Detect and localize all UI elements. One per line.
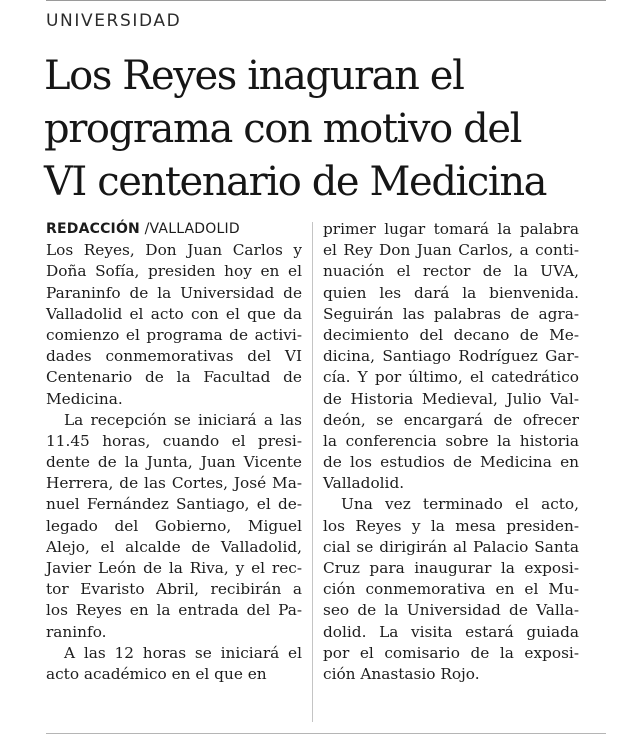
text-line: Una vez terminado el acto,	[341, 495, 579, 514]
text-line: los Reyes y la mesa presiden-	[323, 516, 579, 535]
text-line: acto académico en el que en	[46, 664, 267, 683]
text-line: nuel Fernández Santiago, el de-	[46, 495, 302, 514]
text-line: nuación el rector de la UVA,	[323, 262, 579, 281]
text-line: deón, se encargará de ofrecer	[323, 410, 579, 429]
text-line: Javier León de la Riva, y el rec-	[46, 559, 302, 577]
text-line: Alejo, el alcalde de Valladolid,	[46, 537, 302, 556]
text-line: legado del Gobierno, Miguel	[46, 516, 302, 535]
text-line: quien les dará la bienvenida.	[323, 283, 579, 302]
text-line: Los Reyes, Don Juan Carlos y	[46, 241, 302, 260]
text-line: dolid. La visita estará guiada	[323, 622, 579, 641]
headline	[44, 50, 614, 209]
text-line: comienzo el programa de activi-	[46, 325, 302, 344]
section-label: UNIVERSIDAD	[46, 11, 182, 31]
text-line: tor Evaristo Abril, recibirán a	[46, 580, 302, 599]
headline-line: VI centenario de Medicina	[44, 159, 547, 205]
headline-line: Los Reyes inaguran el	[44, 53, 464, 99]
bottom-rule	[46, 733, 606, 734]
text-line: cial se dirigirán al Palacio Santa	[323, 537, 579, 556]
text-line: primer lugar tomará la palabra	[323, 220, 579, 238]
headline-line: programa con motivo del	[44, 106, 521, 152]
text-line: cía. Y por último, el catedrático	[323, 368, 579, 387]
text-line: Herrera, de las Cortes, José Ma-	[46, 474, 302, 493]
top-rule	[46, 0, 606, 1]
byline-author: REDACCIÓN	[46, 221, 140, 237]
text-line: dades conmemorativas del VI	[46, 347, 302, 366]
text-line: el Rey Don Juan Carlos, a conti-	[323, 241, 579, 260]
article-column-right	[323, 219, 579, 685]
text-line: Cruz para inaugurar la exposi-	[323, 559, 579, 577]
text-line: de Historia Medieval, Julio Val-	[323, 389, 579, 408]
text-line: Doña Sofía, presiden hoy en el	[46, 262, 302, 281]
text-line: Valladolid el acto con el que da	[46, 304, 302, 323]
text-line: Valladolid.	[323, 474, 405, 493]
text-line: Seguirán las palabras de agra-	[323, 304, 579, 323]
text-line: La recepción se iniciará a las	[64, 410, 302, 429]
text-line: seo de la Universidad de Valla-	[323, 601, 579, 620]
text-line: dente de la Junta, Juan Vicente	[46, 453, 302, 472]
text-line: 11.45 horas, cuando el presi-	[46, 431, 302, 450]
text-line: decimiento del decano de Me-	[323, 325, 579, 344]
article-column-left	[46, 219, 302, 685]
text-line: raninfo.	[46, 622, 107, 641]
text-line: ción conmemorativa en el Mu-	[323, 580, 579, 599]
text-line: de los estudios de Medicina en	[323, 453, 579, 472]
text-line: Centenario de la Facultad de	[46, 368, 302, 387]
text-line: la conferencia sobre la historia	[323, 431, 579, 450]
text-line: por el comisario de la exposi-	[323, 643, 579, 662]
byline	[46, 219, 302, 240]
text-line: dicina, Santiago Rodríguez Gar-	[323, 347, 579, 366]
byline-place: /VALLADOLID	[139, 221, 240, 237]
text-line: Paraninfo de la Universidad de	[46, 283, 302, 302]
column-divider	[312, 222, 313, 722]
text-line: los Reyes en la entrada del Pa-	[46, 601, 302, 620]
text-line: Medicina.	[46, 389, 123, 408]
text-line: ción Anastasio Rojo.	[323, 664, 480, 683]
text-line: A las 12 horas se iniciará el	[64, 643, 302, 662]
